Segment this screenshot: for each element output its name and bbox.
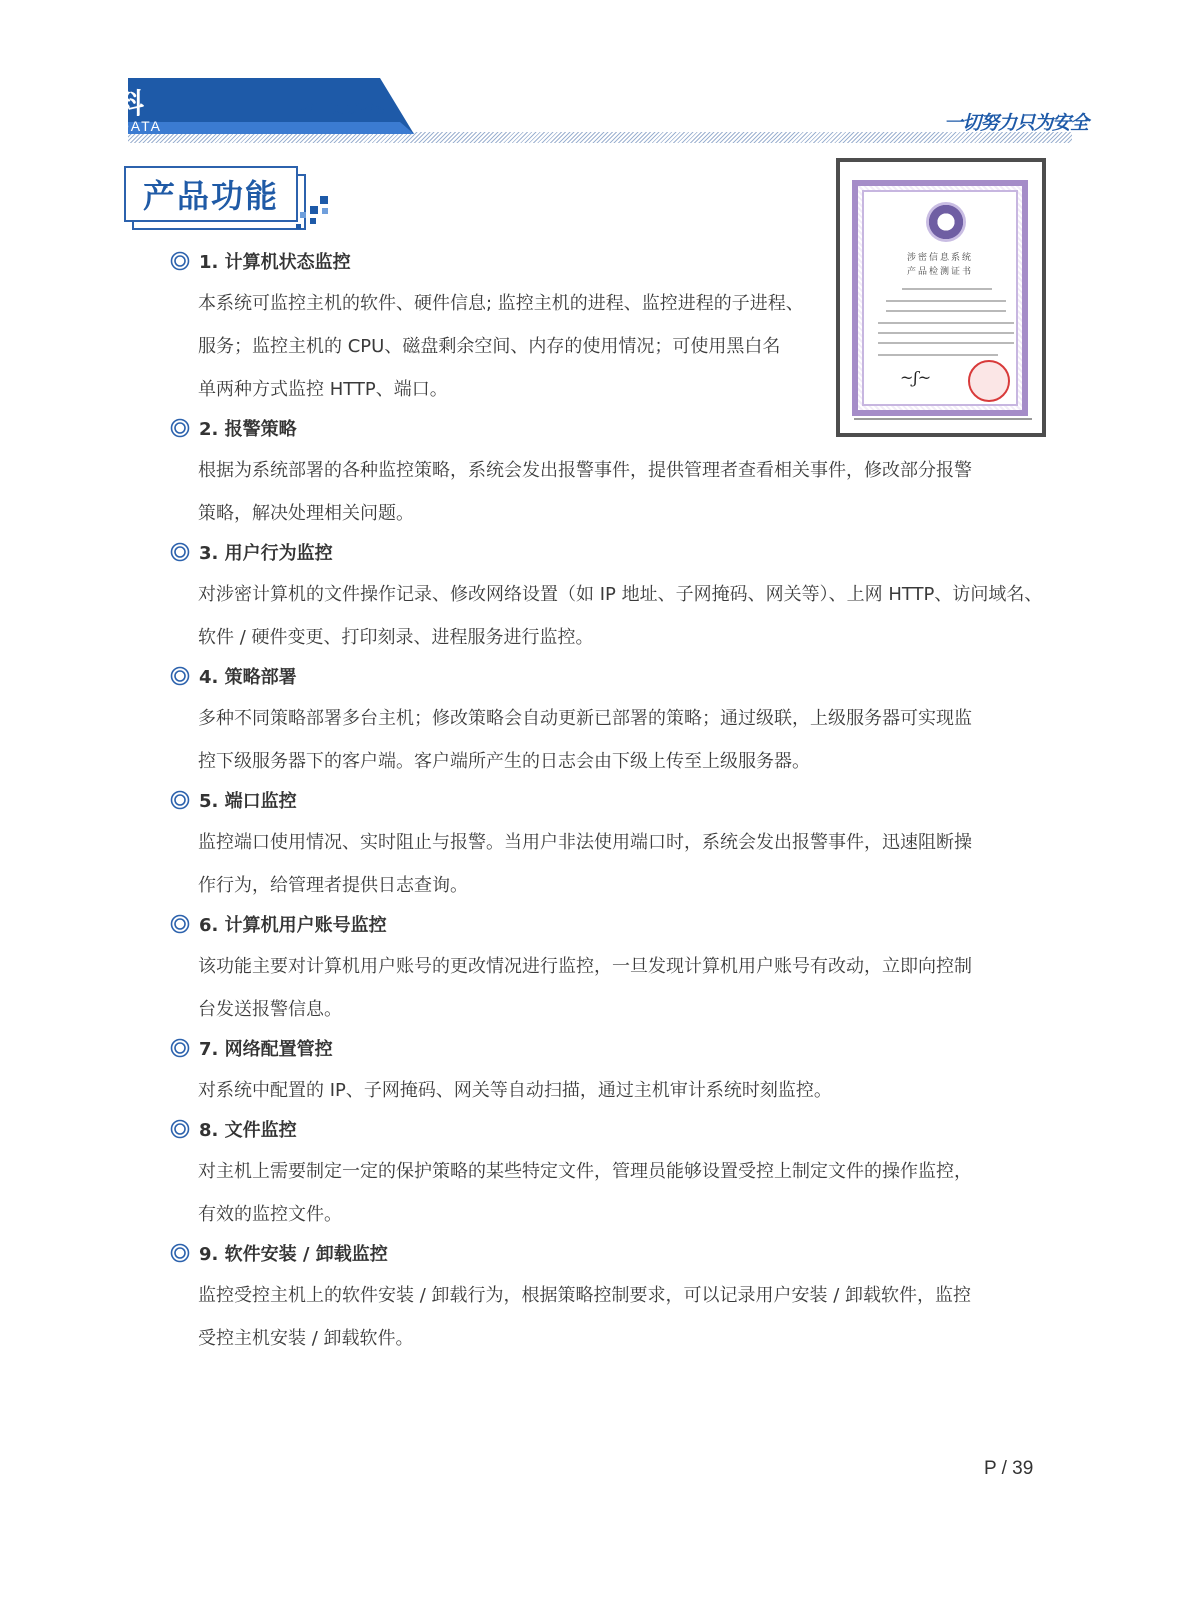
feature-description-line: 服务；监控主机的 CPU、磁盘剩余空间、内存的使用情况；可使用黑白名 xyxy=(198,336,781,357)
feature-heading xyxy=(170,659,1040,693)
feature-description xyxy=(198,945,1040,1031)
feature-description-line: 作行为，给管理者提供日志查询。 xyxy=(198,875,468,896)
feature-heading xyxy=(170,1112,1040,1146)
feature-heading xyxy=(170,1236,1040,1270)
feature-description-line: 受控主机安装 / 卸载软件。 xyxy=(198,1328,414,1349)
feature-description-line: 策略，解决处理相关问题。 xyxy=(198,503,414,524)
feature-description xyxy=(198,697,1040,783)
signature-icon: ~ʃ~ xyxy=(900,368,932,387)
feature-item xyxy=(170,1236,1040,1360)
feature-description-line: 台发送报警信息。 xyxy=(198,999,342,1020)
feature-title: 9. 软件安装 / 卸载监控 xyxy=(199,1244,388,1265)
feature-item xyxy=(170,907,1040,1031)
pixel-decoration-icon xyxy=(296,196,332,236)
feature-description xyxy=(198,573,1043,659)
feature-heading xyxy=(170,1031,1040,1065)
feature-description-line: 监控受控主机上的软件安装 / 卸载行为，根据策略控制要求，可以记录用户安装 / 卸载软件，监控 xyxy=(198,1285,972,1306)
header-title-en: SOFTWARE DATA xyxy=(18,118,162,134)
feature-title: 2. 报警策略 xyxy=(199,419,297,440)
feature-heading xyxy=(170,783,1040,817)
feature-title: 1. 计算机状态监控 xyxy=(199,252,351,273)
feature-title: 5. 端口监控 xyxy=(199,791,297,812)
feature-item xyxy=(170,1112,1040,1236)
double-circle-bullet-icon xyxy=(170,418,190,438)
double-circle-bullet-icon xyxy=(170,1119,190,1139)
feature-description-line: 有效的监控文件。 xyxy=(198,1204,342,1225)
feature-description xyxy=(198,1069,1040,1112)
double-circle-bullet-icon xyxy=(170,666,190,686)
feature-title: 4. 策略部署 xyxy=(199,667,297,688)
feature-heading xyxy=(170,907,1040,941)
feature-description-line: 对涉密计算机的文件操作记录、修改网络设置（如 IP 地址、子网掩码、网关等）、上网 HTTP、访问域名、 xyxy=(198,584,1043,605)
double-circle-bullet-icon xyxy=(170,914,190,934)
feature-item xyxy=(170,535,1043,659)
feature-description-line: 根据为系统部署的各种监控策略，系统会发出报警事件，提供管理者查看相关事件，修改部分报警 xyxy=(198,460,972,481)
feature-title: 8. 文件监控 xyxy=(199,1120,297,1141)
feature-title: 7. 网络配置管控 xyxy=(199,1039,333,1060)
feature-description-line: 对系统中配置的 IP、子网掩码、网关等自动扫描，通过主机审计系统时刻监控。 xyxy=(198,1080,832,1101)
feature-description xyxy=(198,282,1040,411)
feature-description xyxy=(198,1274,1040,1360)
feature-item xyxy=(170,1031,1040,1112)
feature-description xyxy=(198,821,1040,907)
certificate-title-line2: 产品检测证书 xyxy=(906,267,973,277)
feature-description-line: 对主机上需要制定一定的保护策略的某些特定文件，管理员能够设置受控上制定文件的操作监控， xyxy=(198,1161,972,1182)
double-circle-bullet-icon xyxy=(170,251,190,271)
feature-description-line: 软件 / 硬件变更、打印刻录、进程服务进行监控。 xyxy=(198,627,594,648)
feature-description-line: 控下级服务器下的客户端。客户端所产生的日志会由下级上传至上级服务器。 xyxy=(198,751,810,772)
feature-item xyxy=(170,783,1040,907)
feature-description-line: 该功能主要对计算机用户账号的更改情况进行监控，一旦发现计算机用户账号有改动，立即向控制 xyxy=(198,956,972,977)
feature-description xyxy=(198,449,1040,535)
feature-heading xyxy=(170,244,1040,278)
feature-item xyxy=(170,244,1040,411)
feature-heading xyxy=(170,411,1040,445)
page-header xyxy=(0,0,1200,150)
double-circle-bullet-icon xyxy=(170,1038,190,1058)
page-number: P / 39 xyxy=(984,1458,1034,1479)
double-circle-bullet-icon xyxy=(170,542,190,562)
feature-description-line: 多种不同策略部署多台主机；修改策略会自动更新已部署的策略；通过级联，上级服务器可实现监 xyxy=(198,708,972,729)
double-circle-bullet-icon xyxy=(170,790,190,810)
double-circle-bullet-icon xyxy=(170,1243,190,1263)
section-title-frame xyxy=(124,166,298,222)
header-os-label: windows xyxy=(298,94,385,120)
feature-description-line: 本系统可监控主机的软件、硬件信息; 监控主机的进程、监控进程的子进程、 xyxy=(198,293,804,314)
certificate-title-line1: 涉密信息系统 xyxy=(906,253,973,263)
header-slogan: 一切努力只为安全 xyxy=(944,112,1089,134)
feature-item xyxy=(170,411,1040,535)
feature-description-line: 单两种方式监控 HTTP、端口。 xyxy=(198,379,448,400)
feature-heading xyxy=(170,535,1040,569)
section-title: 产品功能 xyxy=(142,177,279,215)
feature-description-line: 监控端口使用情况、实时阻止与报警。当用户非法使用端口时，系统会发出报警事件，迅速阻断操 xyxy=(198,832,972,853)
feature-list xyxy=(170,244,1043,1360)
feature-item xyxy=(170,659,1040,783)
feature-title: 6. 计算机用户账号监控 xyxy=(199,915,387,936)
emblem-icon xyxy=(926,202,966,242)
feature-title: 3. 用户行为监控 xyxy=(199,543,333,564)
feature-description xyxy=(198,1150,1040,1236)
header-title-cn: 软件资料 xyxy=(14,87,151,120)
